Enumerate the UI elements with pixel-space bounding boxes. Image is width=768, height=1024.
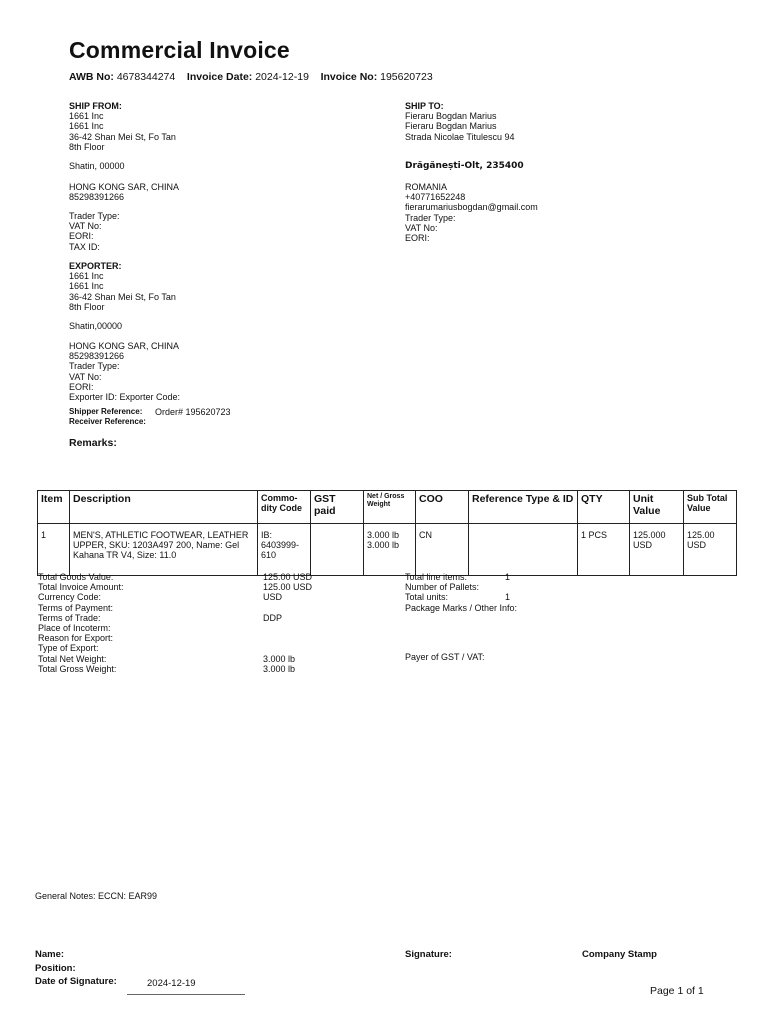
summary-value: 125.00 USD bbox=[263, 572, 313, 582]
ship-to-country-block bbox=[405, 182, 538, 243]
awb-label: AWB No: bbox=[69, 71, 114, 83]
ship-to-block bbox=[405, 101, 515, 142]
summary-row bbox=[405, 572, 705, 582]
exporter-phone: 85298391266 bbox=[69, 351, 125, 362]
ship-from-line: 1661 Inc bbox=[69, 121, 104, 132]
exporter-block bbox=[69, 261, 176, 312]
summary-row bbox=[38, 633, 338, 643]
exporter-line: 1661 Inc bbox=[69, 271, 104, 282]
ship-from-label: SHIP FROM: bbox=[69, 101, 122, 111]
summary-row bbox=[38, 582, 338, 592]
ship-from-block bbox=[69, 101, 176, 152]
table-header-row bbox=[38, 491, 737, 524]
cell-gst-paid bbox=[311, 524, 364, 576]
summary-label: Total Goods Value: bbox=[38, 572, 114, 582]
summary-label: Total Gross Weight: bbox=[38, 663, 117, 674]
header-unit-value: Unit Value bbox=[630, 491, 684, 524]
cell-qty: 1 PCS bbox=[578, 524, 630, 576]
ship-from-city: Shatin, 00000 bbox=[69, 161, 125, 171]
summary-right bbox=[405, 572, 705, 613]
ship-to-city: Drăgănești-Olt, 235400 bbox=[405, 161, 524, 171]
receiver-reference-label: Receiver Reference: bbox=[69, 417, 146, 426]
header-weight: Net / Gross Weight bbox=[364, 491, 416, 524]
ship-to-country: ROMANIA bbox=[405, 182, 448, 192]
summary-value: 3.000 lb bbox=[263, 663, 296, 674]
ship-to-line: Strada Nicolae Titulescu 94 bbox=[405, 131, 515, 142]
exporter-id-code: Exporter ID: Exporter Code: bbox=[69, 392, 181, 403]
cell-unit-value: 125.000 USD bbox=[630, 524, 684, 576]
ship-to-eori: EORI: bbox=[405, 233, 430, 244]
invoice-title: Commercial Invoice bbox=[69, 37, 290, 63]
summary-row bbox=[38, 664, 338, 674]
total-units-value: 1 bbox=[505, 592, 511, 603]
header-commodity-code: Commo-dity Code bbox=[258, 491, 311, 524]
summary-value: DDP bbox=[263, 612, 283, 623]
ship-from-line: 1661 Inc bbox=[69, 111, 104, 122]
total-line-items-label: Total line items: bbox=[405, 572, 468, 582]
ship-to-label: SHIP TO: bbox=[405, 101, 444, 111]
cell-item: 1 bbox=[38, 524, 70, 576]
summary-row bbox=[38, 623, 338, 633]
cell-reference bbox=[469, 524, 578, 576]
cell-gross-weight: 3.000 lb bbox=[367, 540, 400, 551]
header-gst-paid: GST paid bbox=[311, 491, 364, 524]
total-units-label: Total units: bbox=[405, 592, 449, 603]
summary-row bbox=[38, 654, 338, 664]
invoice-date-label: Invoice Date: bbox=[186, 71, 253, 83]
exporter-line: 1661 Inc bbox=[69, 281, 104, 292]
summary-label: Type of Export: bbox=[38, 643, 99, 654]
header-item: Item bbox=[38, 491, 70, 524]
shipper-reference-label: Shipper Reference: bbox=[69, 407, 143, 416]
exporter-country-block bbox=[69, 341, 180, 402]
exporter-country: HONG KONG SAR, CHINA bbox=[69, 341, 180, 351]
company-stamp-label: Company Stamp bbox=[582, 949, 657, 960]
exporter-line: 36-42 Shan Mei St, Fo Tan bbox=[69, 291, 176, 302]
header-reference: Reference Type & ID bbox=[469, 491, 578, 524]
date-of-signature-line bbox=[127, 978, 245, 995]
summary-row bbox=[38, 592, 338, 602]
general-notes: General Notes: ECCN: EAR99 bbox=[35, 891, 158, 901]
summary-label: Place of Incoterm: bbox=[38, 623, 111, 634]
ship-from-vat: VAT No: bbox=[69, 221, 102, 232]
page-number: Page 1 of 1 bbox=[650, 985, 704, 997]
header-description: Description bbox=[70, 491, 258, 524]
summary-row bbox=[38, 643, 338, 653]
signature-label: Signature: bbox=[405, 949, 452, 960]
payer-gst-label: Payer of GST / VAT: bbox=[405, 652, 485, 662]
summary-left bbox=[38, 572, 338, 674]
shipper-reference-value: Order# 195620723 bbox=[155, 407, 231, 417]
ship-to-vat: VAT No: bbox=[405, 222, 438, 233]
summary-row bbox=[38, 603, 338, 613]
ship-from-country: HONG KONG SAR, CHINA bbox=[69, 182, 180, 192]
date-of-signature-label: Date of Signature: bbox=[35, 976, 117, 987]
summary-label: Reason for Export: bbox=[38, 633, 114, 644]
exporter-eori: EORI: bbox=[69, 381, 94, 392]
exporter-city: Shatin,00000 bbox=[69, 321, 123, 331]
summary-row bbox=[405, 592, 705, 602]
summary-label: Currency Code: bbox=[38, 592, 102, 603]
header-sub-total: Sub Total Value bbox=[684, 491, 737, 524]
date-of-signature-value: 2024-12-19 bbox=[147, 978, 196, 989]
ship-from-extra-block bbox=[69, 211, 120, 252]
header-coo: COO bbox=[416, 491, 469, 524]
ship-to-phone: +40771652248 bbox=[405, 192, 466, 203]
position-label: Position: bbox=[35, 963, 76, 974]
pallets-label: Number of Pallets: bbox=[405, 582, 480, 593]
summary-value: 3.000 lb bbox=[263, 653, 296, 664]
ship-to-trader-type: Trader Type: bbox=[405, 212, 456, 223]
summary-label: Terms of Trade: bbox=[38, 612, 101, 623]
cell-sub-total: 125.00 USD bbox=[684, 524, 737, 576]
summary-row bbox=[38, 613, 338, 623]
name-label: Name: bbox=[35, 949, 65, 960]
header-qty: QTY bbox=[578, 491, 630, 524]
cell-coo: CN bbox=[416, 524, 469, 576]
ship-from-trader-type: Trader Type: bbox=[69, 211, 120, 221]
invoice-no-value: 195620723 bbox=[380, 71, 433, 83]
cell-weight bbox=[364, 524, 416, 576]
package-marks-label: Package Marks / Other Info: bbox=[405, 602, 518, 613]
cell-description: MEN'S, ATHLETIC FOOTWEAR, LEATHER UPPER, SKU: 1203A497 200, Name: Gel Kahana TR V4, Size: 11.0 bbox=[70, 524, 258, 576]
ship-from-tax-id: TAX ID: bbox=[69, 241, 100, 252]
ship-from-country-block bbox=[69, 182, 179, 202]
exporter-label: EXPORTER: bbox=[69, 261, 122, 271]
summary-label: Total Net Weight: bbox=[38, 653, 107, 664]
cell-net-weight: 3.000 lb bbox=[367, 530, 400, 540]
exporter-vat: VAT No: bbox=[69, 371, 102, 382]
total-line-items-value: 1 bbox=[505, 572, 511, 582]
invoice-no-label: Invoice No: bbox=[320, 71, 378, 83]
ship-from-phone: 85298391266 bbox=[69, 192, 125, 203]
awb-value: 4678344274 bbox=[116, 71, 176, 83]
summary-row bbox=[405, 582, 705, 592]
exporter-line: 8th Floor bbox=[69, 301, 105, 312]
summary-value: USD bbox=[263, 592, 283, 603]
ship-to-line: Fieraru Bogdan Marius bbox=[405, 121, 497, 132]
ship-to-email: fierarumariusbogdan@gmail.com bbox=[405, 202, 538, 213]
exporter-trader-type: Trader Type: bbox=[69, 361, 120, 372]
summary-label: Total Invoice Amount: bbox=[38, 582, 124, 593]
summary-value: 125.00 USD bbox=[263, 582, 313, 593]
ship-from-line: 36-42 Shan Mei St, Fo Tan bbox=[69, 131, 176, 142]
items-table bbox=[37, 490, 737, 576]
summary-row bbox=[405, 603, 705, 613]
table-row bbox=[38, 524, 737, 576]
cell-commodity-code: IB: 6403999-610 bbox=[258, 524, 311, 576]
ship-to-line: Fieraru Bogdan Marius bbox=[405, 111, 497, 122]
summary-label: Terms of Payment: bbox=[38, 602, 114, 613]
invoice-date-value: 2024-12-19 bbox=[255, 71, 309, 83]
ship-from-eori: EORI: bbox=[69, 231, 94, 242]
invoice-header-line bbox=[69, 71, 433, 83]
remarks-label: Remarks: bbox=[69, 437, 117, 449]
summary-row bbox=[38, 572, 338, 582]
ship-from-line: 8th Floor bbox=[69, 141, 105, 152]
